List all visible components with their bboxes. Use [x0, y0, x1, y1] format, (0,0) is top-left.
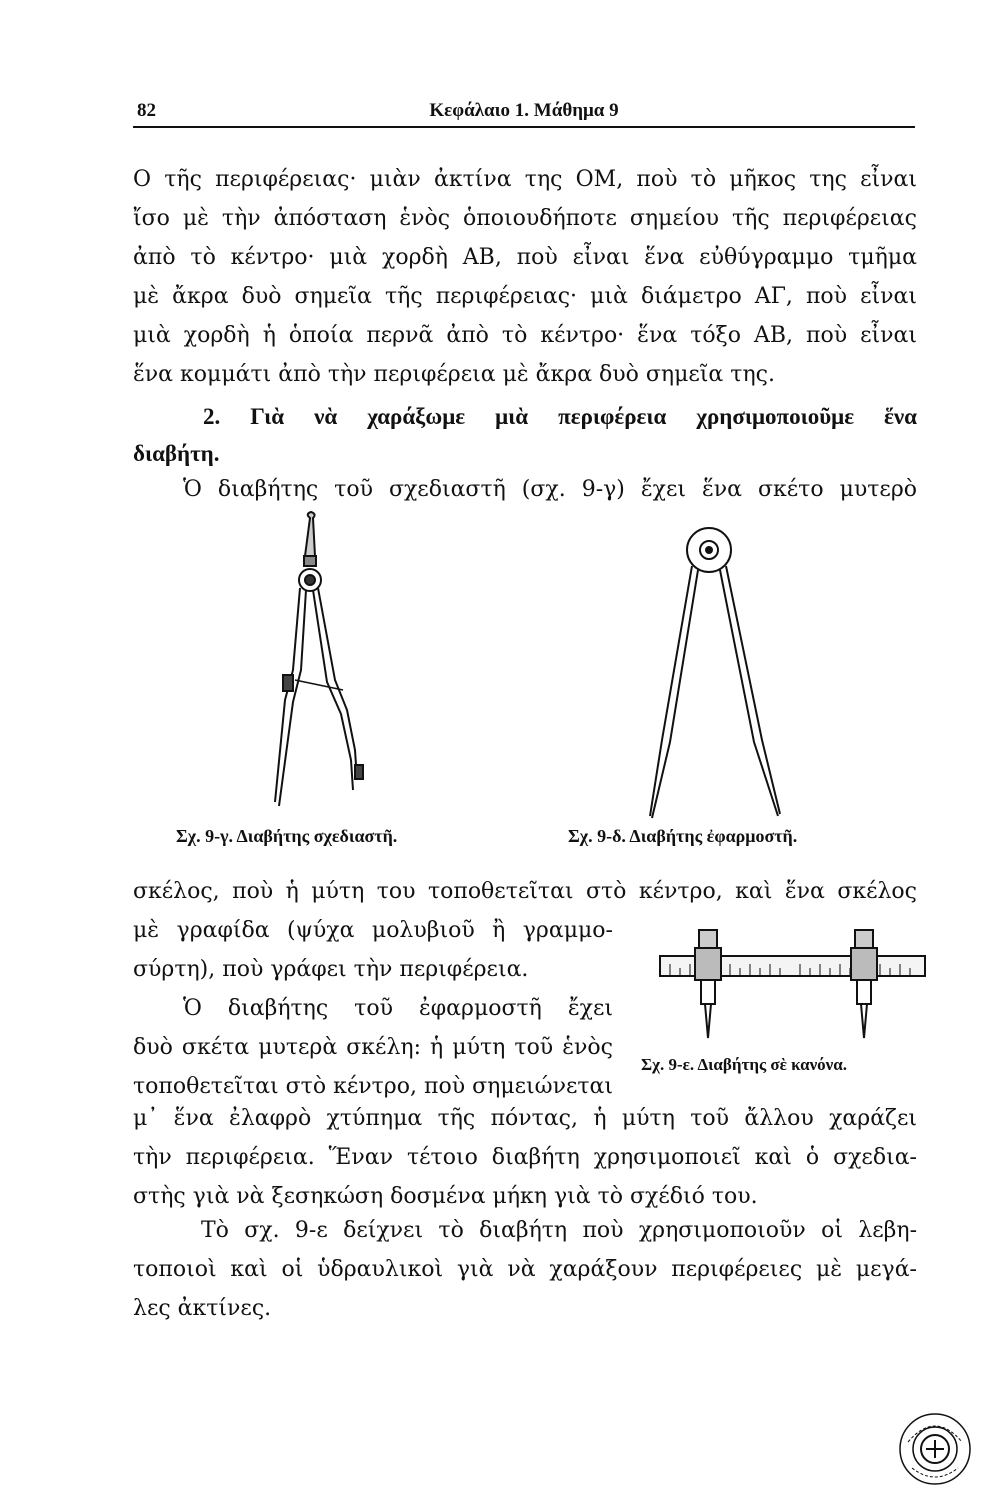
beam-compass-illustration [660, 930, 925, 1038]
text-line: Τὸ σχ. 9-ε δείχνει τὸ διαβήτη ποὺ χρησιμοποιοῦν οἱ λεβη- [201, 1218, 917, 1243]
compass-illustration [650, 528, 780, 818]
paragraph-5 [133, 1211, 917, 1328]
paragraph-4 [133, 1099, 917, 1216]
paragraph-1 [133, 160, 917, 394]
text-line: ἀπὸ τὸ κέντρο· μιὰ χορδὴ ΑΒ, ποὺ εἶναι ἕνα εὐθύγραμμο τμῆμα [133, 245, 917, 270]
figure-9e-beam-compass [655, 920, 930, 1050]
text-line: σκέλος, ποὺ ἡ μύτη του τοποθετεῖται στὸ κέντρο, καὶ ἕνα σκέλος [133, 879, 917, 904]
text-line: ἕνα κομμάτι ἀπὸ τὴν περιφέρεια μὲ ἄκρα δυὸ σημεῖα της. [133, 362, 775, 387]
text-line: δυὸ σκέτα μυτερὰ σκέλη: ἡ μύτη τοῦ ἑνὸς [133, 1035, 613, 1060]
paragraph-2 [133, 470, 917, 509]
text-line: στὴς γιὰ νὰ ξεσηκώση δοσμένα μήκη γιὰ τὸ σχέδιό του. [133, 1184, 758, 1209]
caption-fig-9g: Σχ. 9-γ. Διαβήτης σχεδιαστῆ. [176, 826, 398, 846]
caption-fig-9d: Σχ. 9-δ. Διαβήτης ἐφαρμοστῆ. [568, 826, 798, 846]
text-line: τὴν περιφέρεια. Ἕναν τέτοιο διαβήτη χρησιμοποιεῖ καὶ ὁ σχεδια- [133, 1145, 917, 1170]
figure-9d-fitter-compass [628, 520, 788, 820]
text-line: Ὁ διαβήτης τοῦ ἐφαρμοστῆ ἔχει [183, 996, 613, 1021]
page-number: 82 [137, 100, 156, 121]
paragraph-3-narrow [133, 911, 613, 1106]
text-line: τοποιοὶ καὶ οἱ ὑδραυλικοὶ γιὰ νὰ χαράξουν περιφέρειες μὲ μεγά- [133, 1257, 917, 1282]
text-line: σύρτη), ποὺ γράφει τὴν περιφέρεια. [133, 957, 529, 982]
paragraph-3 [133, 872, 917, 911]
figure-9g-draftsman-compass [255, 510, 395, 820]
text-line: μὲ γραφίδα (ψύχα μολυβιοῦ ἢ γραμμο- [133, 918, 613, 943]
text-line: τοποθετεῖται στὸ κέντρο, ποὺ σημειώνεται [133, 1074, 613, 1099]
text-line: Ὁ διαβήτης τοῦ σχεδιαστῆ (σχ. 9-γ) ἔχει ἕνα σκέτο μυτερὸ [183, 477, 917, 502]
running-head: Κεφάλαιο 1. Μάθημα 9 [429, 100, 619, 121]
text-line: Ο τῆς περιφέρειας· μιὰν ἀκτίνα της ΟΜ, ποὺ τὸ μῆκος της εἶναι [133, 167, 917, 192]
caption-fig-9e: Σχ. 9-ε. Διαβήτης σὲ κανόνα. [641, 1055, 848, 1074]
heading-line: διαβήτη. [133, 441, 220, 466]
compass-illustration [275, 512, 363, 806]
section-heading [133, 398, 917, 472]
page-header [133, 96, 915, 128]
text-line: ἴσο μὲ τὴν ἀπόσταση ἑνὸς ὁποιουδήποτε σημείου τῆς περιφέρειας [133, 206, 917, 231]
text-line: μὲ ἄκρα δυὸ σημεῖα τῆς περιφέρειας· μιὰ διάμετρο ΑΓ, ποὺ εἶναι [133, 284, 917, 309]
text-line: μ᾽ ἕνα ἐλαφρὸ χτύπημα τῆς πόντας, ἡ μύτη τοῦ ἄλλου χαράζει [133, 1106, 917, 1131]
text-line: μιὰ χορδὴ ἡ ὁποία περνᾶ ἀπὸ τὸ κέντρο· ἕνα τόξο ΑΒ, ποὺ εἶναι [133, 323, 917, 348]
text-line: λες ἀκτίνες. [133, 1296, 272, 1321]
heading-line: 2. Γιὰ νὰ χαράξωμε μιὰ περιφέρεια χρησιμοποιοῦμε ἕνα [203, 404, 917, 429]
foundation-stamp-logo [898, 1412, 972, 1486]
